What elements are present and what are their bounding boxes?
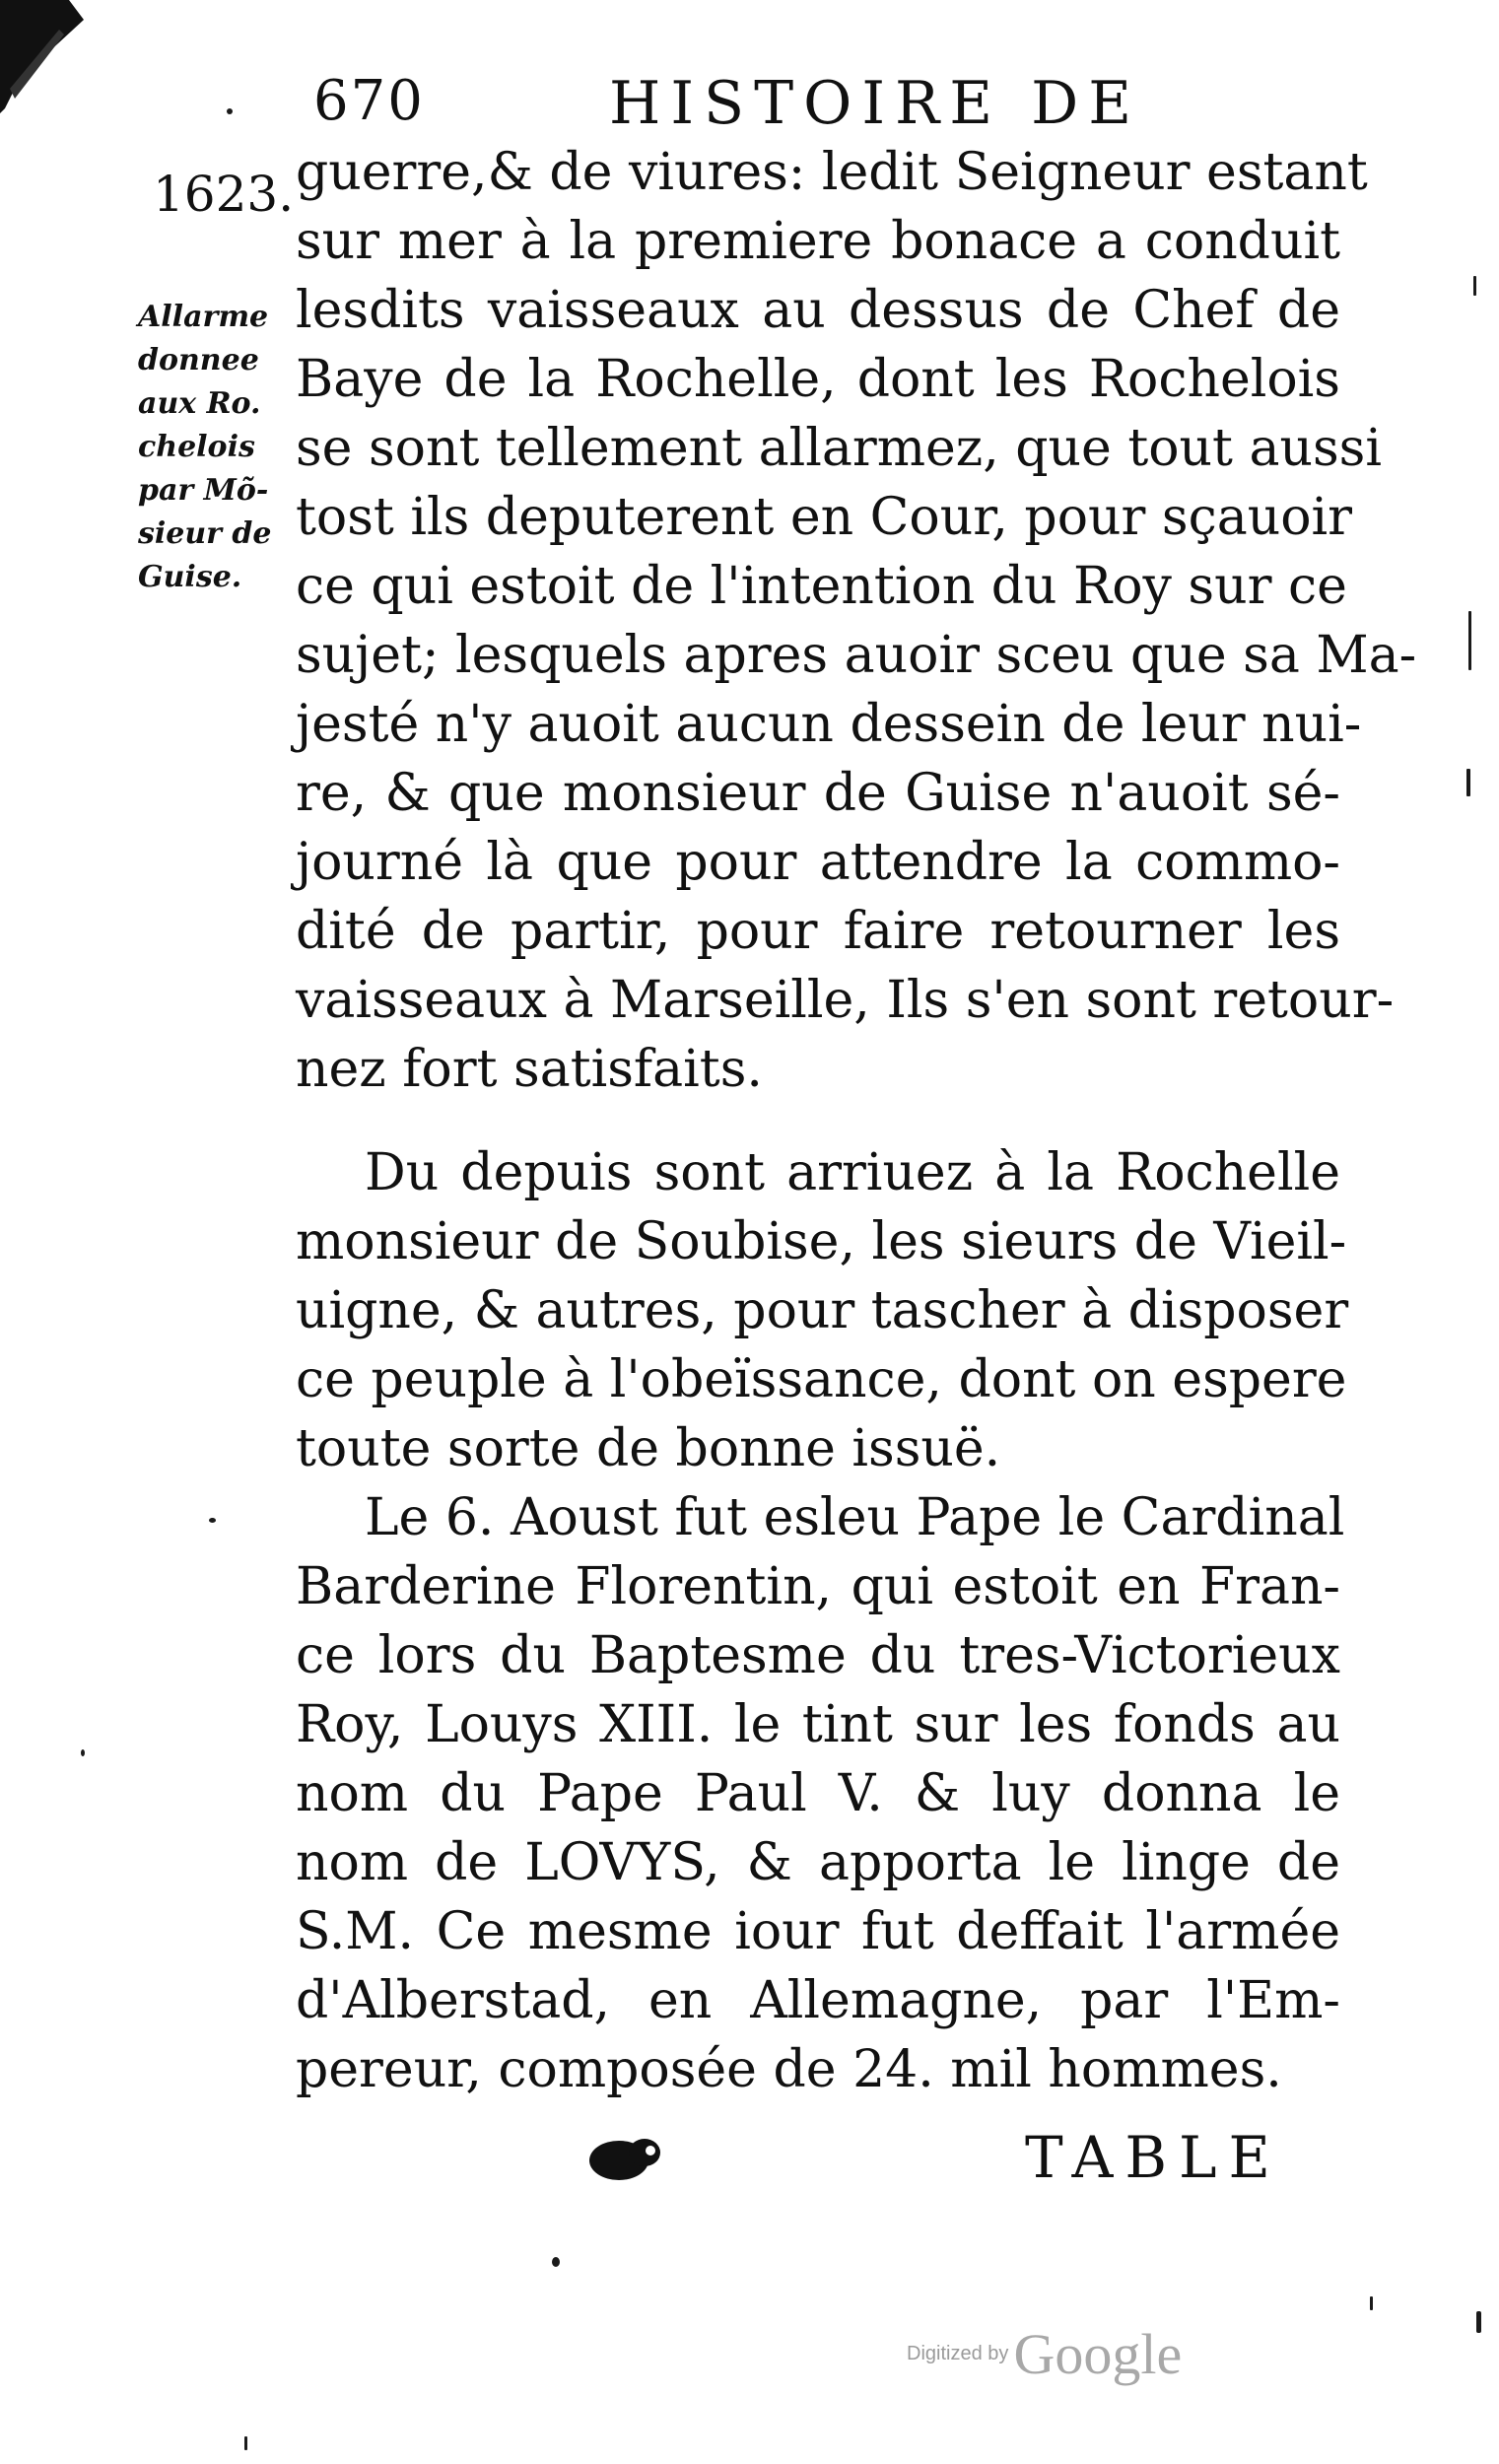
catchword: TABLE bbox=[1025, 2124, 1282, 2191]
text-line: nom du Pape Paul V. & luy donna le bbox=[296, 1764, 1340, 1823]
margin-note-line: par Mõ- bbox=[138, 473, 269, 508]
text-line: pereur, composée de 24. mil hommes. bbox=[296, 2040, 1282, 2099]
margin-note-line: aux Ro. bbox=[138, 386, 261, 421]
paragraph-2 bbox=[296, 1138, 1349, 1483]
text-line: ce qui estoit de l'intention du Roy sur ce bbox=[296, 557, 1347, 616]
margin-note-line: chelois bbox=[138, 430, 255, 464]
text-line: nom de LOVYS, & apporta le linge de bbox=[296, 1833, 1340, 1892]
text-line: ce lors du Baptesme du tres-Victorieux bbox=[296, 1626, 1340, 1685]
watermark-label: Digitized by bbox=[907, 2343, 1009, 2364]
ink-smudge bbox=[0, 0, 89, 118]
text-line: re, & que monsieur de Guise n'auoit sé- bbox=[296, 764, 1340, 823]
text-line: monsieur de Soubise, les sieurs de Vieil- bbox=[296, 1212, 1347, 1271]
text-line: toute sorte de bonne issuë. bbox=[296, 1419, 1001, 1478]
text-line: d'Alberstad, en Allemagne, par l'Em- bbox=[296, 1971, 1340, 2030]
running-title: HISTOIRE DE bbox=[609, 69, 1141, 138]
margin-note bbox=[138, 296, 296, 599]
text-line: S.M. Ce mesme iour fut deffait l'armée bbox=[296, 1902, 1340, 1961]
text-line: se sont tellement allarmez, que tout aussi bbox=[296, 419, 1382, 478]
text-line: journé là que pour attendre la commo- bbox=[296, 833, 1340, 892]
text-line: sujet; lesquels apres auoir sceu que sa Ma- bbox=[296, 626, 1417, 685]
text-line: Barderine Florentin, qui estoit en Fran- bbox=[296, 1557, 1340, 1616]
running-head bbox=[313, 69, 1299, 148]
text-line: Le 6. Aoust fut esleu Pape le Cardinal bbox=[365, 1488, 1345, 1547]
margin-note-line: donnee bbox=[138, 343, 259, 377]
text-line: ce peuple à l'obeïssance, dont on espere bbox=[296, 1350, 1347, 1409]
text-line: Baye de la Rochelle, dont les Rochelois bbox=[296, 350, 1340, 409]
google-logo: Google bbox=[1013, 2322, 1183, 2386]
text-line: vaisseaux à Marseille, Ils s'en sont retour- bbox=[296, 971, 1395, 1030]
margin-note-line: Allarme bbox=[138, 300, 269, 334]
text-line: Du depuis sont arriuez à la Rochelle bbox=[365, 1143, 1340, 1202]
text-line: jesté n'y auoit aucun dessein de leur nui- bbox=[296, 695, 1362, 754]
text-line: dité de partir, pour faire retourner les bbox=[296, 902, 1340, 961]
paragraph-1 bbox=[296, 138, 1417, 1104]
margin-note-line: Guise. bbox=[138, 560, 242, 594]
text-line: sur mer à la premiere bonace a conduit bbox=[296, 212, 1340, 271]
text-line: guerre,& de viures: ledit Seigneur estant bbox=[296, 143, 1368, 202]
text-line: nez fort satisfaits. bbox=[296, 1040, 763, 1099]
digitization-watermark bbox=[907, 2321, 1182, 2387]
paragraph-3 bbox=[296, 1483, 1345, 2104]
text-line: uigne, & autres, pour tascher à disposer bbox=[296, 1281, 1349, 1340]
margin-note-line: sieur de bbox=[138, 516, 272, 551]
margin-year: 1623. bbox=[153, 166, 295, 223]
text-line: lesdits vaisseaux au dessus de Chef de bbox=[296, 281, 1340, 340]
page-number: 670 bbox=[313, 69, 425, 133]
text-line: Roy, Louys XIII. le tint sur les fonds au bbox=[296, 1695, 1340, 1754]
ink-blot-ornament bbox=[581, 2129, 670, 2188]
text-line: tost ils deputerent en Cour, pour sçauoir bbox=[296, 488, 1352, 547]
